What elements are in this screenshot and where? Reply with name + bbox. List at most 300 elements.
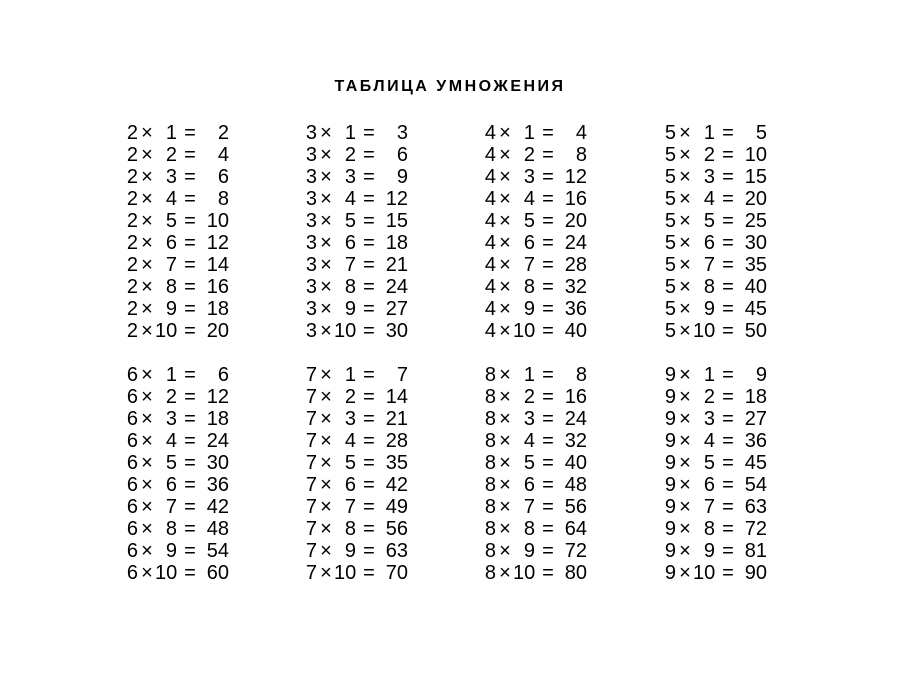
- table-row: [303, 188, 423, 210]
- multiplicand: 8: [484, 452, 496, 474]
- equals-sign: =: [363, 210, 375, 232]
- equals-sign: =: [722, 254, 734, 276]
- multiplier: 8: [523, 276, 535, 298]
- times-sign: ×: [499, 386, 511, 408]
- product: 24: [385, 276, 408, 298]
- multiplicand: 2: [126, 144, 138, 166]
- equals-sign: =: [542, 188, 554, 210]
- times-sign: ×: [499, 452, 511, 474]
- product: 18: [385, 232, 408, 254]
- table-row: [662, 452, 782, 474]
- multiplicand: 2: [126, 232, 138, 254]
- multiplier: 2: [165, 144, 177, 166]
- multiplier: 3: [703, 166, 715, 188]
- product: 36: [744, 430, 767, 452]
- equals-sign: =: [363, 188, 375, 210]
- times-sign: ×: [499, 298, 511, 320]
- multiplicand: 6: [126, 562, 138, 584]
- times-sign: ×: [679, 122, 691, 144]
- product: 35: [385, 452, 408, 474]
- times-sign: ×: [320, 232, 332, 254]
- table-row: [303, 518, 423, 540]
- times-sign: ×: [499, 122, 511, 144]
- multiplier: 10: [334, 320, 357, 342]
- table-row: [303, 430, 423, 452]
- times-sign: ×: [141, 540, 153, 562]
- multiplicand: 6: [126, 386, 138, 408]
- product: 63: [385, 540, 408, 562]
- equals-sign: =: [542, 320, 554, 342]
- product: 45: [744, 298, 767, 320]
- multiplier: 5: [165, 210, 177, 232]
- multiplier: 6: [344, 474, 356, 496]
- product: 16: [564, 188, 587, 210]
- times-sign: ×: [320, 122, 332, 144]
- product: 56: [385, 518, 408, 540]
- table-row: [303, 210, 423, 232]
- equals-sign: =: [722, 320, 734, 342]
- multiplier: 4: [703, 188, 715, 210]
- times-sign: ×: [320, 364, 332, 386]
- equals-sign: =: [184, 254, 196, 276]
- multiplicand: 3: [305, 232, 317, 254]
- multiplicand: 9: [664, 540, 676, 562]
- equals-sign: =: [542, 386, 554, 408]
- multiplier: 7: [344, 496, 356, 518]
- equals-sign: =: [363, 430, 375, 452]
- table-row: [124, 386, 244, 408]
- table-row: [482, 386, 602, 408]
- multiplier: 2: [523, 144, 535, 166]
- times-sign: ×: [141, 496, 153, 518]
- product: 24: [206, 430, 229, 452]
- multiplier: 3: [523, 408, 535, 430]
- table-row: [303, 144, 423, 166]
- product: 8: [575, 144, 587, 166]
- times-sign: ×: [679, 430, 691, 452]
- times-sign: ×: [499, 232, 511, 254]
- table-row: [482, 452, 602, 474]
- table-row: [124, 298, 244, 320]
- table-row: [662, 474, 782, 496]
- multiplier: 4: [344, 430, 356, 452]
- multiplicand: 4: [484, 254, 496, 276]
- equals-sign: =: [184, 408, 196, 430]
- product: 54: [206, 540, 229, 562]
- times-sign: ×: [679, 408, 691, 430]
- multiplier: 8: [165, 518, 177, 540]
- equals-sign: =: [184, 474, 196, 496]
- product: 81: [744, 540, 767, 562]
- equals-sign: =: [722, 408, 734, 430]
- table-row: [482, 276, 602, 298]
- table-row: [303, 496, 423, 518]
- multiplicand: 8: [484, 496, 496, 518]
- equals-sign: =: [542, 474, 554, 496]
- table-row: [482, 210, 602, 232]
- equals-sign: =: [542, 254, 554, 276]
- multiplier: 7: [523, 496, 535, 518]
- table-row: [303, 122, 423, 144]
- equals-sign: =: [363, 496, 375, 518]
- multiplicand: 6: [126, 540, 138, 562]
- table-row: [482, 562, 602, 584]
- times-sign: ×: [141, 474, 153, 496]
- multiplicand: 8: [484, 474, 496, 496]
- product: 64: [564, 518, 587, 540]
- table-row: [662, 430, 782, 452]
- multiplicand: 5: [664, 122, 676, 144]
- equals-sign: =: [722, 188, 734, 210]
- times-sign: ×: [141, 298, 153, 320]
- multiplier: 5: [523, 210, 535, 232]
- equals-sign: =: [722, 166, 734, 188]
- equals-sign: =: [542, 430, 554, 452]
- multiplier: 4: [344, 188, 356, 210]
- equals-sign: =: [722, 364, 734, 386]
- multiplier: 2: [703, 144, 715, 166]
- times-sign: ×: [499, 474, 511, 496]
- table-row: [124, 166, 244, 188]
- multiplier: 5: [703, 210, 715, 232]
- equals-sign: =: [542, 232, 554, 254]
- product: 10: [206, 210, 229, 232]
- multiplier: 3: [703, 408, 715, 430]
- table-row: [662, 540, 782, 562]
- table-row: [303, 320, 423, 342]
- table-block-2: [124, 122, 244, 342]
- multiplicand: 7: [305, 474, 317, 496]
- table-row: [124, 210, 244, 232]
- product: 40: [744, 276, 767, 298]
- multiplicand: 2: [126, 298, 138, 320]
- table-row: [124, 562, 244, 584]
- equals-sign: =: [184, 562, 196, 584]
- table-row: [662, 188, 782, 210]
- times-sign: ×: [499, 408, 511, 430]
- product: 10: [744, 144, 767, 166]
- times-sign: ×: [320, 474, 332, 496]
- times-sign: ×: [679, 232, 691, 254]
- multiplier: 1: [523, 364, 535, 386]
- multiplier: 3: [344, 166, 356, 188]
- multiplicand: 2: [126, 276, 138, 298]
- equals-sign: =: [363, 386, 375, 408]
- table-row: [482, 232, 602, 254]
- multiplier: 1: [703, 122, 715, 144]
- equals-sign: =: [363, 452, 375, 474]
- product: 36: [564, 298, 587, 320]
- multiplier: 7: [165, 496, 177, 518]
- multiplicand: 6: [126, 430, 138, 452]
- table-row: [482, 298, 602, 320]
- product: 2: [217, 122, 229, 144]
- multiplier: 1: [344, 122, 356, 144]
- times-sign: ×: [141, 276, 153, 298]
- table-row: [662, 298, 782, 320]
- equals-sign: =: [542, 540, 554, 562]
- equals-sign: =: [542, 210, 554, 232]
- table-row: [303, 364, 423, 386]
- product: 18: [744, 386, 767, 408]
- multiplicand: 7: [305, 408, 317, 430]
- multiplier: 6: [523, 232, 535, 254]
- table-row: [124, 364, 244, 386]
- product: 28: [564, 254, 587, 276]
- multiplier: 8: [165, 276, 177, 298]
- times-sign: ×: [679, 518, 691, 540]
- table-row: [662, 254, 782, 276]
- equals-sign: =: [542, 122, 554, 144]
- equals-sign: =: [363, 320, 375, 342]
- table-row: [124, 452, 244, 474]
- table-row: [662, 496, 782, 518]
- times-sign: ×: [499, 518, 511, 540]
- multiplicand: 5: [664, 276, 676, 298]
- equals-sign: =: [542, 562, 554, 584]
- multiplier: 9: [523, 540, 535, 562]
- table-row: [662, 122, 782, 144]
- multiplicand: 7: [305, 540, 317, 562]
- product: 54: [744, 474, 767, 496]
- multiplicand: 3: [305, 144, 317, 166]
- equals-sign: =: [184, 210, 196, 232]
- multiplier: 7: [344, 254, 356, 276]
- product: 7: [396, 364, 408, 386]
- product: 32: [564, 276, 587, 298]
- equals-sign: =: [722, 474, 734, 496]
- times-sign: ×: [499, 496, 511, 518]
- multiplicand: 3: [305, 166, 317, 188]
- times-sign: ×: [499, 364, 511, 386]
- times-sign: ×: [499, 276, 511, 298]
- product: 30: [385, 320, 408, 342]
- table-row: [124, 254, 244, 276]
- multiplicand: 6: [126, 518, 138, 540]
- multiplier: 1: [703, 364, 715, 386]
- product: 45: [744, 452, 767, 474]
- multiplicand: 2: [126, 320, 138, 342]
- multiplier: 9: [165, 540, 177, 562]
- table-row: [482, 474, 602, 496]
- equals-sign: =: [722, 386, 734, 408]
- multiplicand: 6: [126, 496, 138, 518]
- equals-sign: =: [184, 144, 196, 166]
- product: 24: [564, 232, 587, 254]
- times-sign: ×: [141, 320, 153, 342]
- product: 21: [385, 408, 408, 430]
- times-sign: ×: [320, 386, 332, 408]
- multiplier: 8: [703, 518, 715, 540]
- multiplier: 4: [703, 430, 715, 452]
- multiplier: 4: [523, 188, 535, 210]
- table-row: [482, 430, 602, 452]
- multiplicand: 5: [664, 144, 676, 166]
- equals-sign: =: [184, 276, 196, 298]
- product: 25: [744, 210, 767, 232]
- table-row: [662, 166, 782, 188]
- equals-sign: =: [722, 276, 734, 298]
- multiplicand: 2: [126, 254, 138, 276]
- multiplicand: 7: [305, 452, 317, 474]
- equals-sign: =: [722, 540, 734, 562]
- multiplier: 6: [165, 474, 177, 496]
- product: 15: [744, 166, 767, 188]
- times-sign: ×: [679, 562, 691, 584]
- product: 6: [217, 166, 229, 188]
- product: 90: [744, 562, 767, 584]
- multiplicand: 8: [484, 408, 496, 430]
- product: 80: [564, 562, 587, 584]
- times-sign: ×: [141, 188, 153, 210]
- multiplicand: 5: [664, 188, 676, 210]
- multiplier: 6: [165, 232, 177, 254]
- multiplier: 2: [344, 386, 356, 408]
- multiplicand: 6: [126, 474, 138, 496]
- equals-sign: =: [184, 540, 196, 562]
- multiplicand: 3: [305, 320, 317, 342]
- product: 32: [564, 430, 587, 452]
- times-sign: ×: [141, 210, 153, 232]
- product: 4: [575, 122, 587, 144]
- multiplier: 10: [693, 320, 716, 342]
- equals-sign: =: [542, 518, 554, 540]
- product: 16: [564, 386, 587, 408]
- equals-sign: =: [184, 166, 196, 188]
- product: 12: [206, 232, 229, 254]
- times-sign: ×: [141, 518, 153, 540]
- table-row: [482, 518, 602, 540]
- product: 56: [564, 496, 587, 518]
- product: 18: [206, 408, 229, 430]
- times-sign: ×: [320, 408, 332, 430]
- multiplicand: 2: [126, 166, 138, 188]
- times-sign: ×: [499, 430, 511, 452]
- product: 42: [385, 474, 408, 496]
- equals-sign: =: [363, 254, 375, 276]
- product: 35: [744, 254, 767, 276]
- multiplicand: 5: [664, 210, 676, 232]
- multiplier: 1: [165, 364, 177, 386]
- multiplicand: 4: [484, 298, 496, 320]
- multiplicand: 9: [664, 474, 676, 496]
- equals-sign: =: [363, 122, 375, 144]
- equals-sign: =: [542, 298, 554, 320]
- product: 60: [206, 562, 229, 584]
- product: 14: [206, 254, 229, 276]
- multiplier: 5: [523, 452, 535, 474]
- table-block-5: [662, 122, 782, 342]
- times-sign: ×: [679, 210, 691, 232]
- product: 5: [755, 122, 767, 144]
- table-row: [482, 496, 602, 518]
- multiplicand: 7: [305, 364, 317, 386]
- multiplicand: 9: [664, 364, 676, 386]
- product: 9: [396, 166, 408, 188]
- multiplicand: 9: [664, 496, 676, 518]
- multiplier: 9: [703, 540, 715, 562]
- times-sign: ×: [679, 452, 691, 474]
- multiplicand: 8: [484, 518, 496, 540]
- multiplier: 8: [344, 276, 356, 298]
- table-row: [662, 408, 782, 430]
- times-sign: ×: [141, 232, 153, 254]
- product: 15: [385, 210, 408, 232]
- table-block-6: [124, 364, 244, 584]
- table-row: [482, 144, 602, 166]
- equals-sign: =: [722, 210, 734, 232]
- table-block-4: [482, 122, 602, 342]
- multiplicand: 9: [664, 562, 676, 584]
- multiplier: 3: [165, 408, 177, 430]
- equals-sign: =: [363, 298, 375, 320]
- product: 20: [206, 320, 229, 342]
- multiplier: 3: [523, 166, 535, 188]
- equals-sign: =: [722, 452, 734, 474]
- times-sign: ×: [679, 386, 691, 408]
- equals-sign: =: [542, 496, 554, 518]
- multiplier: 1: [165, 122, 177, 144]
- times-sign: ×: [499, 188, 511, 210]
- table-row: [303, 452, 423, 474]
- table-block-8: [482, 364, 602, 584]
- equals-sign: =: [542, 408, 554, 430]
- equals-sign: =: [722, 518, 734, 540]
- multiplicand: 9: [664, 518, 676, 540]
- multiplicand: 6: [126, 364, 138, 386]
- multiplier: 9: [165, 298, 177, 320]
- table-row: [662, 320, 782, 342]
- multiplicand: 4: [484, 232, 496, 254]
- table-row: [482, 364, 602, 386]
- product: 48: [564, 474, 587, 496]
- multiplicand: 9: [664, 430, 676, 452]
- product: 36: [206, 474, 229, 496]
- multiplicand: 4: [484, 144, 496, 166]
- multiplicand: 4: [484, 210, 496, 232]
- product: 6: [217, 364, 229, 386]
- times-sign: ×: [320, 496, 332, 518]
- multiplier: 10: [155, 562, 178, 584]
- times-sign: ×: [499, 540, 511, 562]
- table-block-9: [662, 364, 782, 584]
- multiplier: 6: [523, 474, 535, 496]
- equals-sign: =: [363, 144, 375, 166]
- times-sign: ×: [679, 144, 691, 166]
- times-sign: ×: [679, 364, 691, 386]
- multiplier: 10: [334, 562, 357, 584]
- multiplier: 10: [693, 562, 716, 584]
- multiplicand: 3: [305, 298, 317, 320]
- equals-sign: =: [184, 430, 196, 452]
- equals-sign: =: [363, 540, 375, 562]
- equals-sign: =: [542, 276, 554, 298]
- multiplicand: 4: [484, 276, 496, 298]
- multiplier: 3: [165, 166, 177, 188]
- multiplicand: 3: [305, 188, 317, 210]
- times-sign: ×: [141, 254, 153, 276]
- product: 8: [575, 364, 587, 386]
- multiplicand: 9: [664, 386, 676, 408]
- multiplier: 8: [344, 518, 356, 540]
- times-sign: ×: [320, 540, 332, 562]
- product: 49: [385, 496, 408, 518]
- multiplier: 3: [344, 408, 356, 430]
- equals-sign: =: [363, 474, 375, 496]
- multiplier: 6: [703, 232, 715, 254]
- table-row: [124, 232, 244, 254]
- table-row: [482, 188, 602, 210]
